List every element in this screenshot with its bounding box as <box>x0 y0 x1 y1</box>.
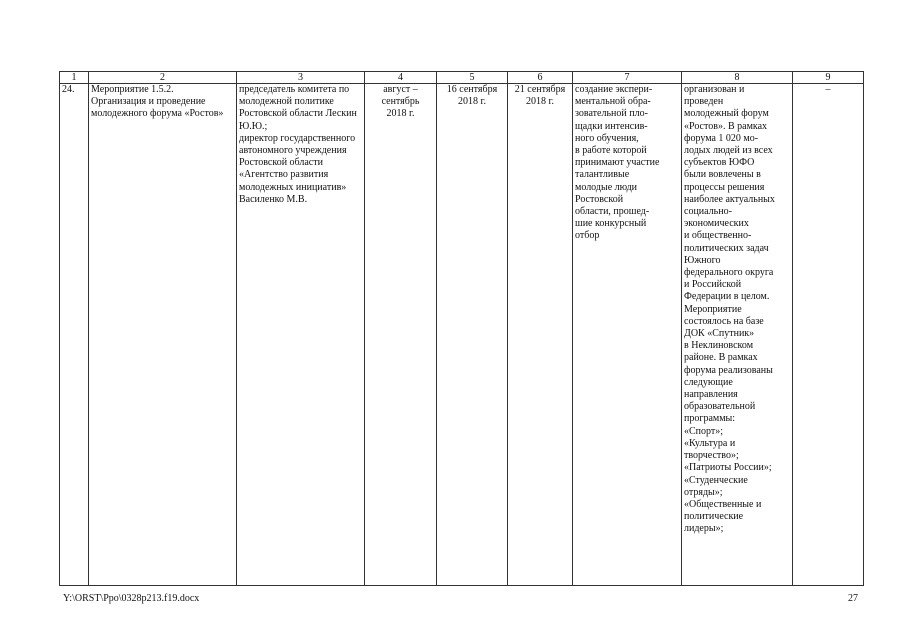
event-cell: Мероприятие 1.5.2. Организация и проведение молодежного форума «Ростов» <box>89 84 237 586</box>
column-header-8: 8 <box>682 72 793 84</box>
table-row <box>60 84 864 586</box>
column-header-6: 6 <box>508 72 573 84</box>
report-table <box>59 71 864 586</box>
notes-cell: – <box>793 84 864 586</box>
page-number: 27 <box>848 593 858 604</box>
period-cell: август – сентябрь 2018 г. <box>365 84 437 586</box>
column-header-1: 1 <box>60 72 89 84</box>
end-date-cell: 21 сентября 2018 г. <box>508 84 573 586</box>
column-header-9: 9 <box>793 72 864 84</box>
expected-result-cell: создание экспери- ментальной обра- зовательной пло- щадки интенсив- ного обучения, в работе которой принимают участие талантливые молодые люди Ростовской области, прошед- шие конкурсный отбор <box>573 84 682 586</box>
start-date-cell: 16 сентября 2018 г. <box>437 84 508 586</box>
column-header-3: 3 <box>237 72 365 84</box>
column-header-4: 4 <box>365 72 437 84</box>
responsible-cell: председатель комитета по молодежной политике Ростовской области Лескин Ю.Ю.; директор государственного автономного учреждения Ростовской области «Агентство развития молодежных инициатив» Василенко М.В. <box>237 84 365 586</box>
column-header-5: 5 <box>437 72 508 84</box>
column-header-7: 7 <box>573 72 682 84</box>
actual-result-cell: организован и проведен молодежный форум «Ростов». В рамках форума 1 020 мо- лодых людей из всех субъектов ЮФО были вовлечены в процессы решения наиболее актуальных социально- экономических и общественно- политических задач Южного федерального округа и Российской Федерации в целом. Мероприятие состоялось на базе ДОК «Спутник» в Неклиновском районе. В рамках форума реализованы следующие направления образовательной программы: «Спорт»; «Культура и творчество»; «Патриоты России»; «Студенческие отряды»; «Общественные и политические лидеры»; <box>682 84 793 586</box>
header-row <box>60 72 864 84</box>
file-path: Y:\ORST\Ppo\0328p213.f19.docx <box>63 593 200 604</box>
row-number-cell: 24. <box>60 84 89 586</box>
column-header-2: 2 <box>89 72 237 84</box>
